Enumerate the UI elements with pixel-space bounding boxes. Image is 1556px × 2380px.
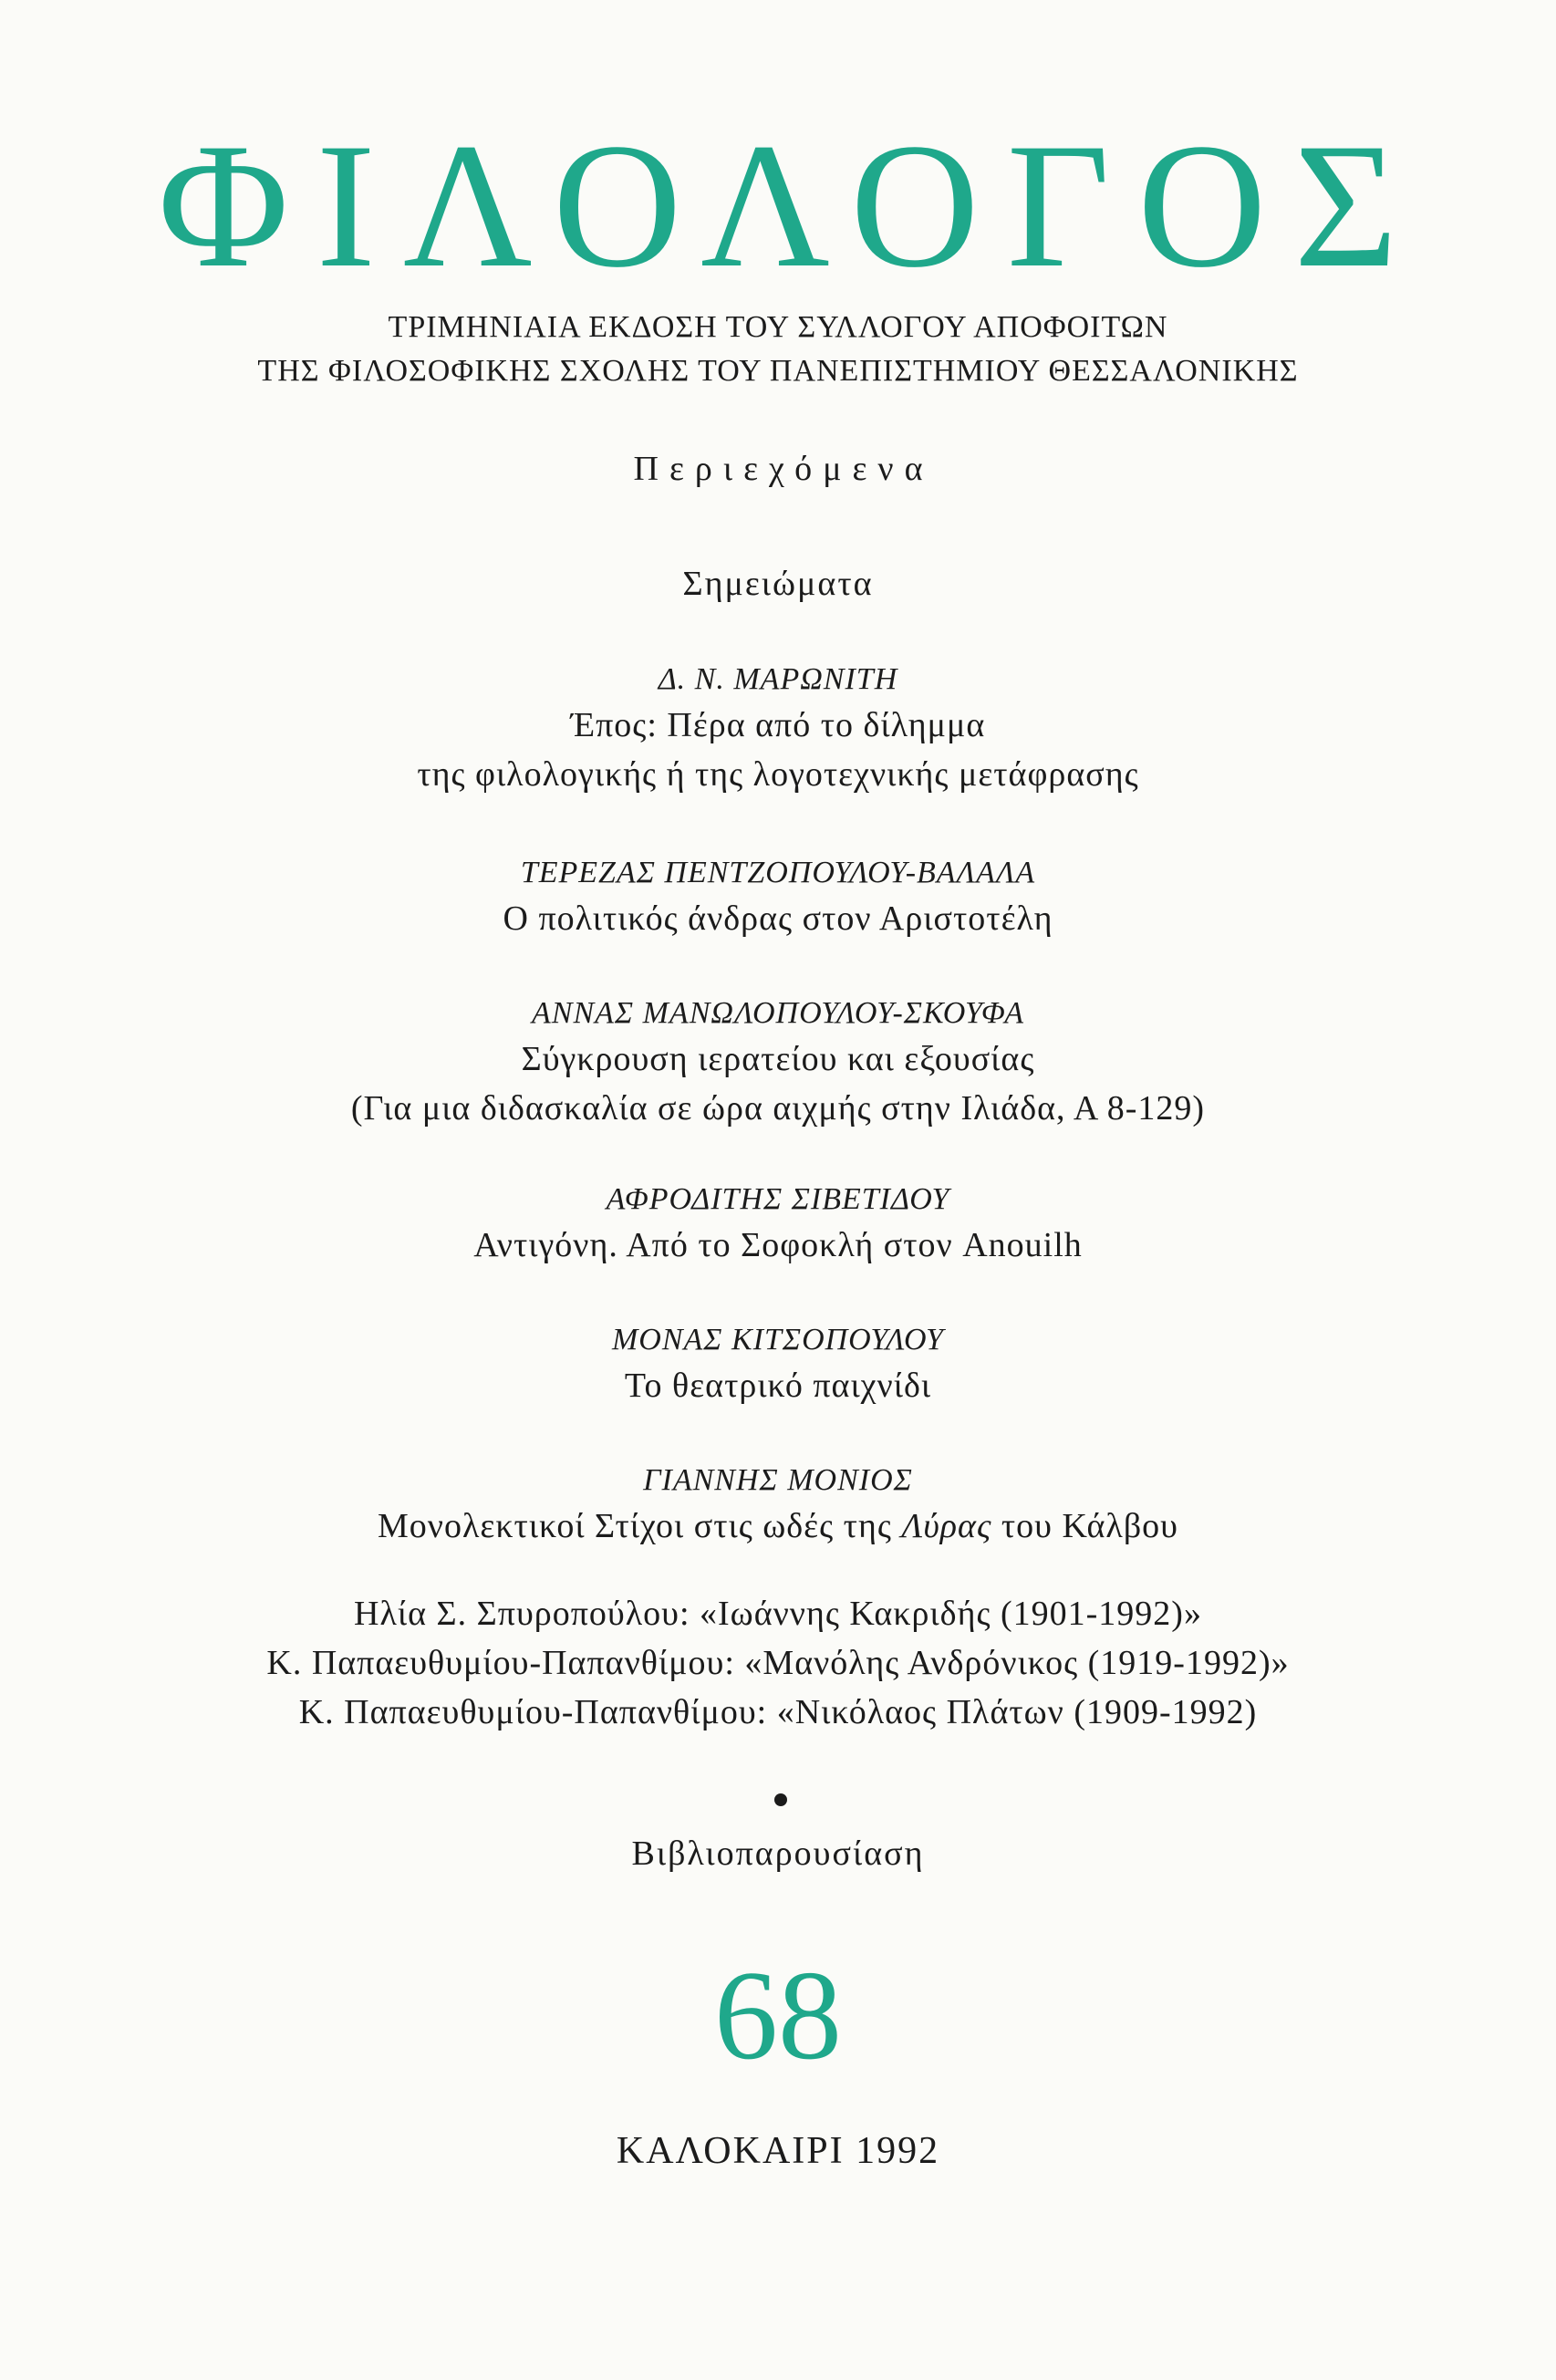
journal-subtitle-line1: ΤΡΙΜΗΝΙΑΙΑ ΕΚΔΟΣΗ ΤΟΥ ΣΥΛΛΟΓΟΥ ΑΠΟΦΟΙΤΩΝ xyxy=(388,310,1168,344)
book-review-heading: Βιβλιοπαρουσίαση xyxy=(631,1834,925,1873)
entry-author: ΜΟΝΑΣ ΚΙΤΣΟΠΟΥΛΟΥ xyxy=(611,1323,945,1356)
bullet-separator-icon xyxy=(774,1793,787,1806)
entry-title-line1: Αντιγόνη. Από το Σοφοκλή στον Anouilh xyxy=(473,1226,1083,1264)
entry-author: Δ. Ν. ΜΑΡΩΝΙΤΗ xyxy=(658,662,898,696)
contents-entry xyxy=(0,659,1556,799)
entry-title-line1: Σύγκρουση ιερατείου και εξουσίας xyxy=(521,1040,1035,1078)
entry-title-text: Μονολεκτικοί Στίχοι στις ωδές της xyxy=(378,1507,902,1545)
notes-section-heading: Σημειώματα xyxy=(682,565,874,603)
entry-title-line1: Ο πολιτικός άνδρας στον Αριστοτέλη xyxy=(503,899,1053,938)
obituary-item: Κ. Παπαευθυμίου-Παπανθίμου: «Μανόλης Ανδρόνικος (1919-1992)» xyxy=(266,1644,1290,1682)
entry-title-line1: Έπος: Πέρα από το δίλημμα xyxy=(570,706,986,744)
contents-entry xyxy=(0,993,1556,1133)
issue-date: ΚΑΛΟΚΑΙΡΙ 1992 xyxy=(616,2130,940,2172)
entry-author: ΤΕΡΕΖΑΣ ΠΕΝΤΖΟΠΟΥΛΟΥ-ΒΑΛΑΛΑ xyxy=(520,856,1036,889)
obituaries-list xyxy=(0,1589,1556,1737)
contents-entry xyxy=(0,1319,1556,1410)
contents-entry xyxy=(0,1179,1556,1270)
contents-entry xyxy=(0,852,1556,943)
entry-title-line2: της φιλολογικής ή της λογοτεχνικής μετάφρασης xyxy=(417,755,1139,794)
entry-author: ΑΝΝΑΣ ΜΑΝΩΛΟΠΟΥΛΟΥ-ΣΚΟΥΦΑ xyxy=(532,996,1024,1030)
entry-title-text: του Κάλβου xyxy=(991,1507,1178,1545)
entry-author: ΓΙΑΝΝΗΣ ΜΟΝΙΟΣ xyxy=(643,1463,913,1497)
contents-entry xyxy=(0,1460,1556,1551)
entry-title-line2: (Για μια διδασκαλία σε ώρα αιχμής στην Ιλιάδα, Α 8-129) xyxy=(350,1089,1206,1128)
entry-title-line1: Το θεατρικό παιχνίδι xyxy=(624,1367,932,1405)
entry-title-italic: Λύρας xyxy=(901,1507,992,1545)
entry-author: ΑΦΡΟΔΙΤΗΣ ΣΙΒΕΤΙΔΟΥ xyxy=(606,1182,950,1216)
journal-title: ΦΙΛΟΛΟΓΟΣ xyxy=(158,107,1426,305)
obituary-item: Ηλία Σ. Σπυροπούλου: «Ιωάννης Κακριδής (1901-1992)» xyxy=(354,1595,1202,1633)
entry-title-line1 xyxy=(0,1502,1556,1551)
issue-number: 68 xyxy=(714,1945,842,2086)
journal-subtitle-line2: ΤΗΣ ΦΙΛΟΣΟΦΙΚΗΣ ΣΧΟΛΗΣ ΤΟΥ ΠΑΝΕΠΙΣΤΗΜΙΟΥ ΘΕΣΣΑΛΟΝΙΚΗΣ xyxy=(257,354,1299,388)
contents-heading: Περιεχόμενα xyxy=(633,450,934,488)
obituary-item: Κ. Παπαευθυμίου-Παπανθίμου: «Νικόλαος Πλάτων (1909-1992) xyxy=(298,1693,1258,1731)
